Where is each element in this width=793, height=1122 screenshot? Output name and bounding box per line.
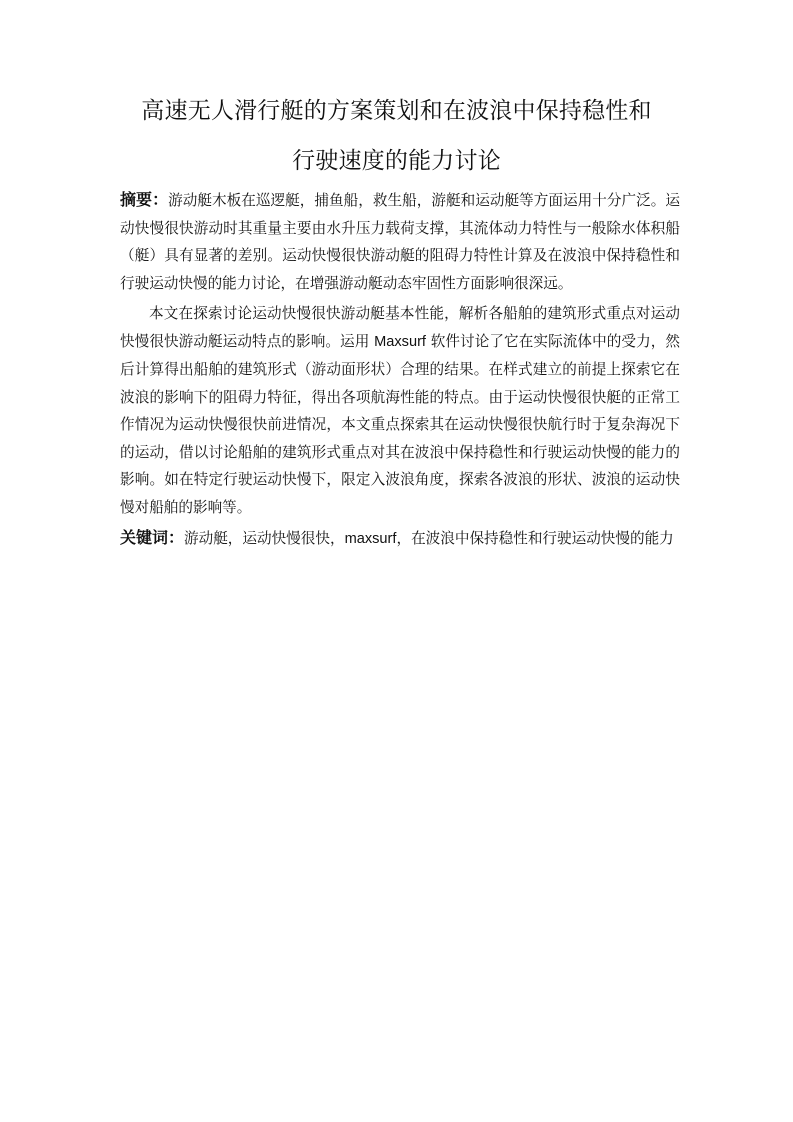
abstract-paragraph: [120, 186, 680, 297]
document-title-line-1: 高速无人滑行艇的方案策划和在波浪中保持稳性和: [141, 98, 652, 124]
document-content: [120, 186, 680, 554]
keywords-software-name: maxsurf: [344, 531, 397, 547]
keywords-label: 关键词：: [120, 528, 185, 547]
keywords-paragraph: [120, 524, 680, 554]
body-text-part-1: 本文在探索讨论运动快慢很快游动艇基本性能，解析各船舶的建筑形式重点对运动快慢很快游动艇运动特点的影响。运用: [120, 305, 680, 350]
keywords-text-part-1: 游动艇，运动快慢很快，: [184, 530, 345, 547]
software-name: Maxsurf: [374, 333, 426, 350]
document-title-line-2: 行驶速度的能力讨论: [292, 148, 501, 174]
body-text-part-2: 软件讨论了它在实际流体中的受力，然后计算得出船舶的建筑形式（游动面形状）合理的结果。在样式建立的前提上探索它在波浪的影响下的阻碍力特征，得出各项航海性能的特点。由于运动快慢很快艇的正常工作情况为运动快慢很快前进情况，本文重点探索其在运动快慢很快航行时于复杂海况下的运动，借以讨论船舶的建筑形式重点对其在波浪中保持稳性和行驶运动快慢的能力的影响。如在特定行驶运动快慢下，限定入波浪角度，探索各波浪的形状、波浪的运动快慢对船舶的影响等。: [120, 332, 681, 516]
abstract-label: 摘要：: [120, 190, 169, 209]
body-paragraph: [120, 300, 680, 521]
abstract-text: 游动艇木板在巡逻艇，捕鱼船，救生船，游艇和运动艇等方面运用十分广泛。运动快慢很快游动时其重量主要由水升压力载荷支撑，其流体动力特性与一般除水体积船（艇）具有显著的差别。运动快慢很快游动艇的阻碍力特性计算及在波浪中保持稳性和行驶运动快慢的能力讨论，在增强游动艇动态牢固性方面影响很深远。: [120, 192, 680, 292]
keywords-text-part-2: ，在波浪中保持稳性和行驶运动快慢的能力: [396, 530, 674, 547]
